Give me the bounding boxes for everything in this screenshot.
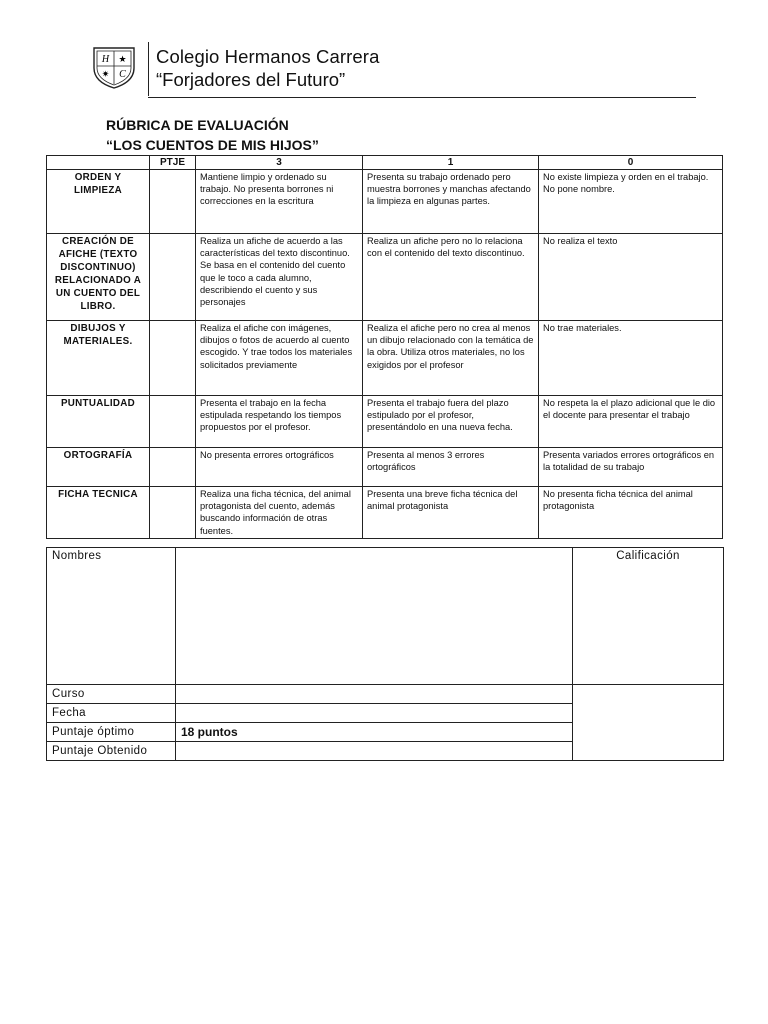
table-row xyxy=(47,685,724,704)
document-header xyxy=(80,42,696,98)
rubric-header-row xyxy=(47,156,723,170)
rubric-subtitle: “LOS CUENTOS DE MIS HIJOS” xyxy=(106,137,319,153)
table-row xyxy=(47,548,724,685)
score-cell[interactable] xyxy=(150,170,196,234)
puntaje-optimo-label: Puntaje óptimo xyxy=(47,723,176,742)
level-3-cell: Mantiene limpio y ordenado su trabajo. No presenta borrones ni correcciones en la escritura xyxy=(196,170,363,234)
crest-asterisk: ✷ xyxy=(101,70,110,80)
table-row xyxy=(47,321,723,396)
student-info-table xyxy=(46,547,724,761)
curso-label: Curso xyxy=(47,685,176,704)
level-1-cell: Presenta una breve ficha técnica del animal protagonista xyxy=(363,487,539,539)
header-score: PTJE xyxy=(150,156,196,170)
header-vertical-divider xyxy=(148,42,149,96)
criterion-cell: PUNTUALIDAD xyxy=(47,396,150,448)
table-row xyxy=(47,234,723,321)
table-row xyxy=(47,448,723,487)
school-crest-icon xyxy=(90,44,138,90)
score-cell[interactable] xyxy=(150,234,196,321)
school-motto: “Forjadores del Futuro” xyxy=(156,69,346,90)
level-0-cell: No trae materiales. xyxy=(539,321,723,396)
header-horizontal-divider xyxy=(148,97,696,98)
score-cell[interactable] xyxy=(150,487,196,539)
level-0-cell: No presenta ficha técnica del animal protagonista xyxy=(539,487,723,539)
level-1-cell: Realiza un afiche pero no lo relaciona con el contenido del texto discontinuo. xyxy=(363,234,539,321)
fecha-label: Fecha xyxy=(47,704,176,723)
score-cell[interactable] xyxy=(150,321,196,396)
level-3-cell: No presenta errores ortográficos xyxy=(196,448,363,487)
level-3-cell: Realiza un afiche de acuerdo a las características del texto discontinuo. Se basa en el contenido del cuento que le toco a cada alumno, describiendo el cuento y sus personajes xyxy=(196,234,363,321)
level-3-cell: Realiza el afiche con imágenes, dibujos o fotos de acuerdo al cuento escogido. Y trae todos los materiales solicitados previamente xyxy=(196,321,363,396)
calificacion-field[interactable] xyxy=(573,685,724,761)
school-name: Colegio Hermanos Carrera xyxy=(156,46,380,67)
score-cell[interactable] xyxy=(150,448,196,487)
criterion-cell: DIBUJOS Y MATERIALES. xyxy=(47,321,150,396)
level-1-cell: Presenta su trabajo ordenado pero muestra borrones y manchas afectando la limpieza en algunas partes. xyxy=(363,170,539,234)
criterion-cell: ORDEN Y LIMPIEZA xyxy=(47,170,150,234)
table-row xyxy=(47,396,723,448)
rubric-table xyxy=(46,155,723,539)
table-row xyxy=(47,487,723,539)
table-row xyxy=(47,170,723,234)
puntaje-obtenido-label: Puntaje Obtenido xyxy=(47,742,176,761)
curso-field[interactable] xyxy=(176,685,573,704)
level-0-cell: No realiza el texto xyxy=(539,234,723,321)
calificacion-label: Calificación xyxy=(573,548,724,685)
header-level-1: 1 xyxy=(363,156,539,170)
nombres-label: Nombres xyxy=(47,548,176,685)
rubric-title: RÚBRICA DE EVALUACIÓN xyxy=(106,117,289,133)
crest-letter-h: H xyxy=(101,54,110,65)
level-1-cell: Realiza el afiche pero no crea al menos un dibujo relacionado con la temática de la obra. Utiliza otros materiales, no los exigidos por el profesor xyxy=(363,321,539,396)
criterion-cell: ORTOGRAFÍA xyxy=(47,448,150,487)
level-3-cell: Presenta el trabajo en la fecha estipulada respetando los tiempos propuestos por el profesor. xyxy=(196,396,363,448)
level-1-cell: Presenta el trabajo fuera del plazo estipulado por el profesor, presentándolo en una nueva fecha. xyxy=(363,396,539,448)
criterion-cell: FICHA TECNICA xyxy=(47,487,150,539)
header-level-0: 0 xyxy=(539,156,723,170)
header-criterion xyxy=(47,156,150,170)
level-1-cell: Presenta al menos 3 errores ortográficos xyxy=(363,448,539,487)
crest-star: ★ xyxy=(118,55,127,65)
level-0-cell: No existe limpieza y orden en el trabajo. No pone nombre. xyxy=(539,170,723,234)
level-3-cell: Realiza una ficha técnica, del animal protagonista del cuento, además buscando información de otras fuentes. xyxy=(196,487,363,539)
level-0-cell: Presenta variados errores ortográficos en la totalidad de su trabajo xyxy=(539,448,723,487)
crest-letter-c: C xyxy=(119,69,126,80)
header-level-3: 3 xyxy=(196,156,363,170)
score-cell[interactable] xyxy=(150,396,196,448)
puntaje-optimo-value: 18 puntos xyxy=(176,723,573,742)
level-0-cell: No respeta la el plazo adicional que le dio el docente para presentar el trabajo xyxy=(539,396,723,448)
nombres-field[interactable] xyxy=(176,548,573,685)
criterion-cell: CREACIÓN DE AFICHE (TEXTO DISCONTINUO) RELACIONADO A UN CUENTO DEL LIBRO. xyxy=(47,234,150,321)
puntaje-obtenido-field[interactable] xyxy=(176,742,573,761)
fecha-field[interactable] xyxy=(176,704,573,723)
